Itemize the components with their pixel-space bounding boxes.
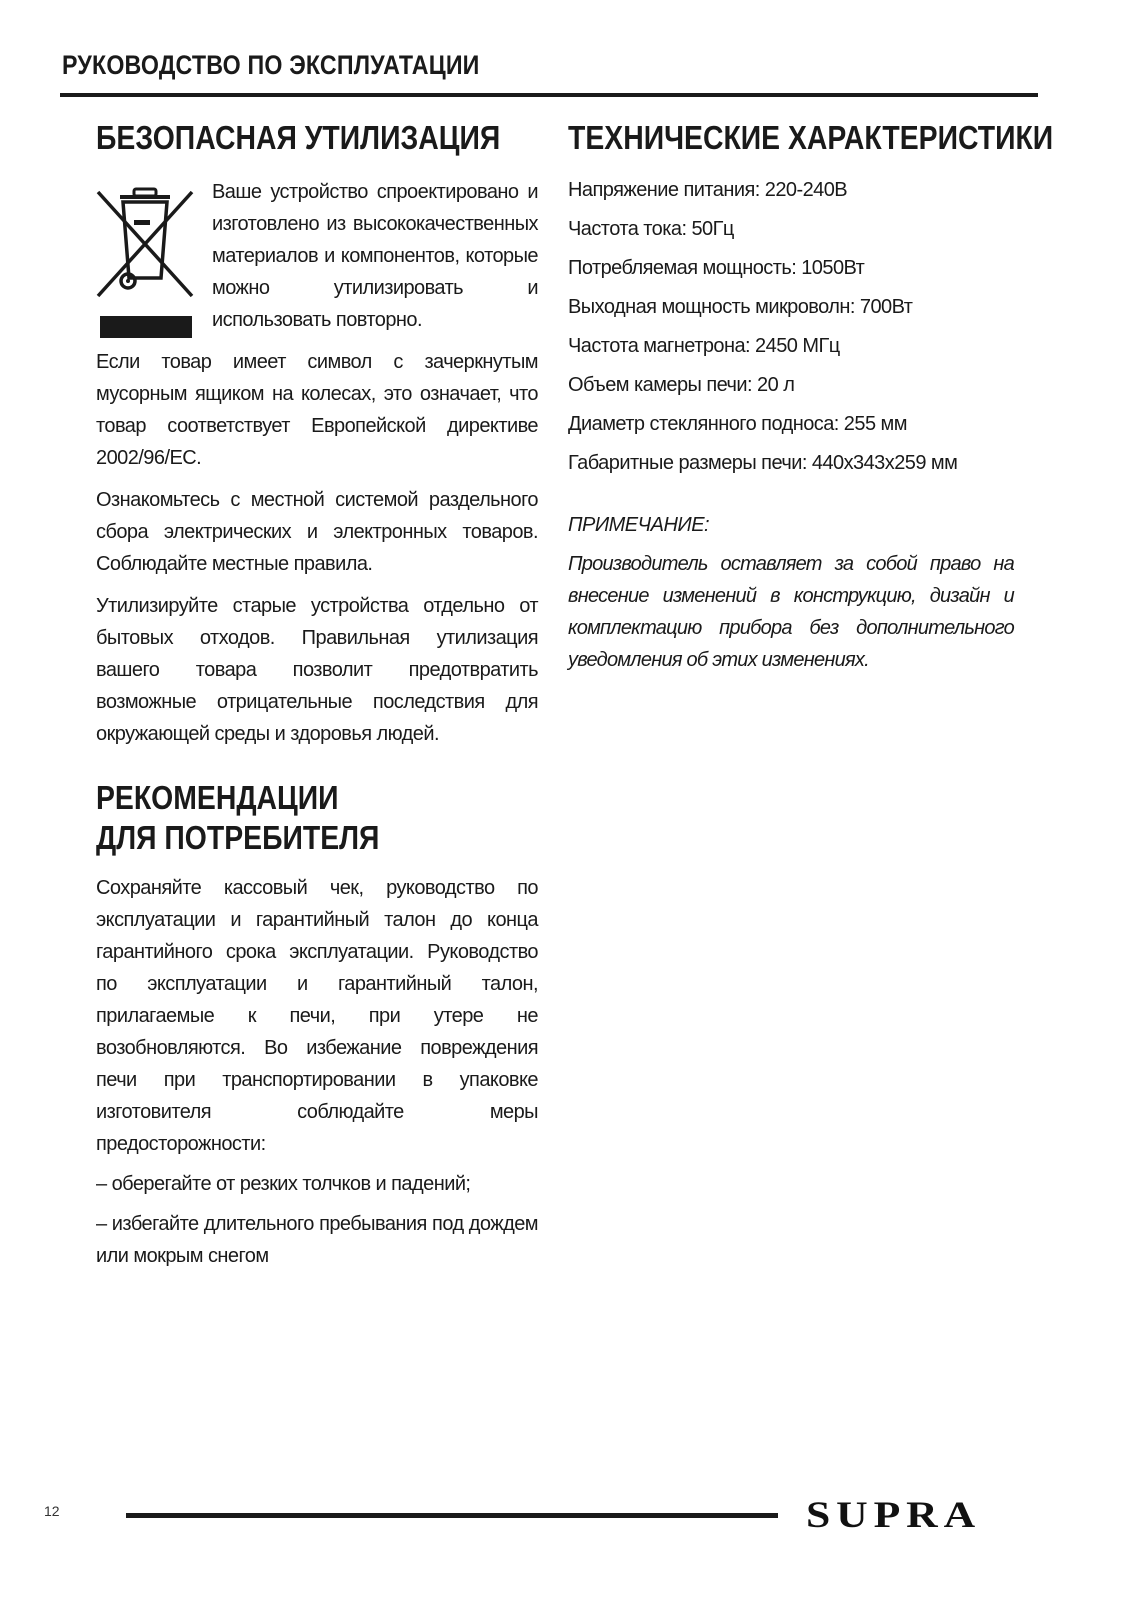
recommendation-list-item: – оберегайте от резких толчков и падений; <box>96 1173 471 1195</box>
recommendations-title-line1: РЕКОМЕНДАЦИИ <box>96 779 339 816</box>
page-header-title: РУКОВОДСТВО ПО ЭКСПЛУАТАЦИИ <box>62 50 480 80</box>
disposal-title: БЕЗОПАСНАЯ УТИЛИЗАЦИЯ <box>96 119 501 156</box>
spec-line-frequency: Частота тока: 50Гц <box>568 218 734 240</box>
spec-line-tray-diameter: Диаметр стеклянного подноса: 255 мм <box>568 413 907 435</box>
recommendation-list-item: – избегайте длительного пребывания под дождем или мокрым снегом <box>96 1213 538 1267</box>
recommendations-body: Сохраняйте кассовый чек, руководство по эксплуатации и гарантийный талон до конца гарантийного срока эксплуатации. Руководство по эксплуатации и гарантийный талон, прилагаемые к печи, при утере не возобновляются. Во избежание повреждения печи при транспортировании в упаковке изготовителя соблюдайте меры предосторожности: <box>96 877 538 1155</box>
disposal-paragraph: Ознакомьтесь с местной системой раздельного сбора электрических и электронных товаров. Соблюдайте местные правила. <box>96 489 538 575</box>
header-divider <box>60 93 1038 97</box>
spec-line-cavity-volume: Объем камеры печи: 20 л <box>568 374 795 396</box>
note-text: Производитель оставляет за собой право на внесение изменений в конструкцию, дизайн и комплектацию прибора без дополнительного уведомления об этих изменениях. <box>568 553 1014 671</box>
right-column <box>568 118 1054 676</box>
spec-line-magnetron-frequency: Частота магнетрона: 2450 МГц <box>568 335 840 357</box>
spec-line-dimensions: Габаритные размеры печи: 440х343х259 мм <box>568 452 958 474</box>
spec-list <box>568 178 1014 490</box>
disposal-section <box>96 176 538 750</box>
disposal-paragraph: Ваше устройство спроектировано и изготовлено из высококачественных материалов и компонентов, которые можно утилизировать и использовать повторно. <box>212 181 538 331</box>
specs-title: ТЕХНИЧЕСКИЕ ХАРАКТЕРИСТИКИ <box>568 119 1054 156</box>
note-label: ПРИМЕЧАНИЕ: <box>568 514 710 536</box>
spec-line-voltage: Напряжение питания: 220-240В <box>568 179 848 201</box>
brand-logo: SUPRA <box>806 1495 982 1536</box>
footer-divider <box>126 1513 778 1518</box>
recommendations-title-line2: ДЛЯ ПОТРЕБИТЕЛЯ <box>96 819 380 856</box>
disposal-paragraph: Если товар имеет символ с зачеркнутым мусорным ящиком на колесах, это означает, что товар соответствует Европейской директиве 2002/96/EC. <box>96 351 538 469</box>
page-number: 12 <box>44 1503 60 1519</box>
crossed-out-wheelie-bin-icon <box>96 186 196 340</box>
left-column <box>96 118 538 1272</box>
recommendations-title <box>96 778 476 858</box>
spec-line-power-consumption: Потребляемая мощность: 1050Вт <box>568 257 865 279</box>
spec-line-microwave-output: Выходная мощность микроволн: 700Вт <box>568 296 913 318</box>
disposal-paragraph: Утилизируйте старые устройства отдельно от бытовых отходов. Правильная утилизация вашего товара позволит предотвратить возможные отрицательные последствия для окружающей среды и здоровья людей. <box>96 595 538 745</box>
